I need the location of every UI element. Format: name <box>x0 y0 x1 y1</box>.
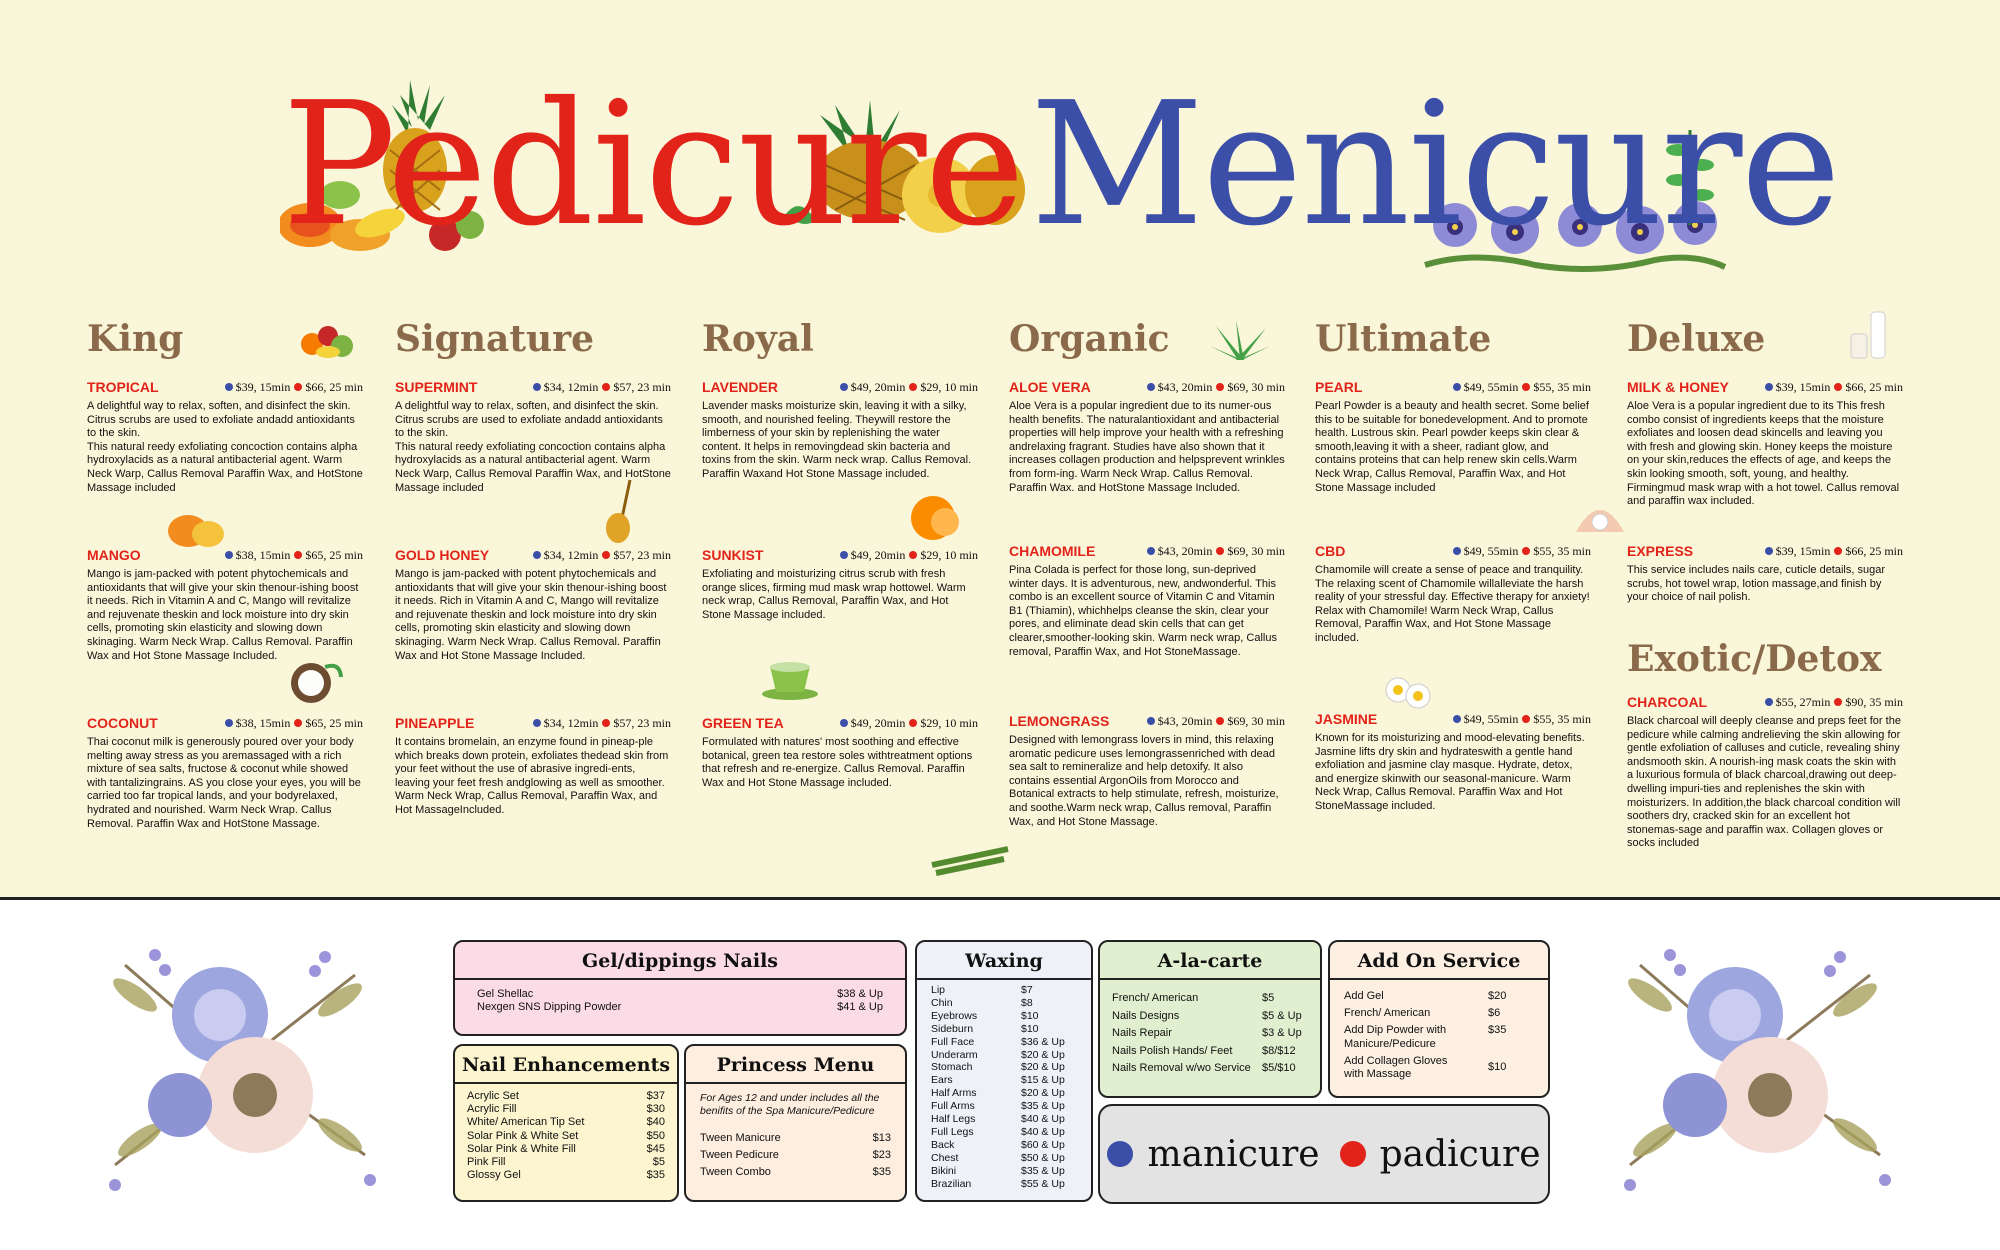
pedicure-dot-icon <box>1340 1141 1366 1167</box>
list-item: Add Gel $20 <box>1344 990 1507 1002</box>
service-name: CHARCOAL <box>1627 694 1708 710</box>
add-on-service-box <box>1328 940 1550 1098</box>
service-description: A delightful way to relax, soften, and disinfect the skin. Citrus scrubs are used to exfoliate andadd antioxidants to the skin. This natural reedy exfoliating concoction contains alpha hydroxylacids as a natural antibacterial agent. Warm Neck Warp, Callus Removal Paraffin Wax, and HotStone Massage included <box>395 400 671 494</box>
list-item: Back $60 & Up <box>931 1138 1065 1151</box>
service-name: PEARL <box>1315 379 1363 395</box>
price-list <box>1100 980 1320 1088</box>
list-item: Gel Shellac $38 & Up <box>477 988 883 1000</box>
list-item: Full Face $36 & Up <box>931 1035 1065 1048</box>
service-description: Chamomile will create a sense of peace and tranquility. The relaxing scent of Chamomile willalleviate the harsh reality of your stressful day. Effective therapy for anxiety! Relax with Chamomile! Warm Neck Wrap, Callus Removal, Paraffin Wax, and Hot Stone Massage included. <box>1315 564 1590 644</box>
list-item: Solar Pink & White Set $50 <box>467 1129 665 1142</box>
service-description: Formulated with natures' most soothing and effective botanical, green tea restore soles withtreatment options that refresh and re-energize. Callus Removal. Paraffin Wax and Hot Stone Massage included. <box>702 736 973 789</box>
column-title: Royal <box>702 318 814 360</box>
pedicure-dot-icon <box>1522 547 1530 555</box>
chamomile-icon <box>1378 668 1438 716</box>
list-item: Brazilian $55 & Up <box>931 1177 1065 1190</box>
service-name: GOLD HONEY <box>395 547 490 563</box>
service-description: Known for its moisturizing and mood-elevating benefits. Jasmine lifts dry skin and hydrateswith a gentle hand exfoliation and jasmine clay masque. Hydrate, detox, and energize skinwith our seasonal-manicure. Warm Neck Wrap, Callus Removal. Paraffin Wax and Hot StoneMassage included. <box>1315 732 1585 812</box>
service-description: Mango is jam-packed with potent phytochemicals and antioxidants that will give your skin thenour-ishing boost it needs. Rich in Vitamin A and C, Mango will revitalize and rejuvenate theskin and lock moisture into dry skin cells, promoting skin elasticity and slowing down skinaging. Warm Neck Wrap. Callus Removal. Paraffin Wax and Hot Stone Massage Included. <box>87 568 359 662</box>
list-item: Underarm $20 & Up <box>931 1048 1065 1061</box>
pedicure-dot-icon <box>909 719 917 727</box>
price-legend <box>1098 1104 1550 1204</box>
service-description: This service includes nails care, cuticle details, sugar scrubs, hot towel wrap, lotion massage,and finish by your choice of nail polish. <box>1627 564 1886 604</box>
pedicure-dot-icon <box>1834 547 1842 555</box>
manicure-dot-icon <box>1765 547 1773 555</box>
manicure-dot-icon <box>225 719 233 727</box>
pearl-shell-icon <box>1570 494 1630 540</box>
service-aloe-vera <box>1009 378 1285 495</box>
service-charcoal <box>1627 693 1903 851</box>
princess-menu-box <box>684 1044 907 1202</box>
service-jasmine <box>1315 710 1591 814</box>
floral-bouquet-left-illustration <box>85 935 395 1195</box>
column-royal <box>702 318 978 789</box>
manicure-dot-icon <box>1147 717 1155 725</box>
service-name: LEMONGRASS <box>1009 713 1110 729</box>
service-description: Pearl Powder is a beauty and health secret. Some belief this to be suitable for bonedevelopment. And to promote health. Lustrous skin. Pearl powder keeps skin clear & smooth,leaving it with a sheer, radiant glow, and contains proteins that can help renew skin cells.Warm Neck Wrap, Callus Removal, Paraffin Wax, and Hot Stone Massage included <box>1315 400 1589 494</box>
column-deluxe <box>1627 318 1903 850</box>
price-list <box>686 1084 905 1188</box>
manicure-dot-icon <box>1107 1141 1133 1167</box>
list-item: Chin $8 <box>931 996 1033 1009</box>
service-name: SUNKIST <box>702 547 764 563</box>
manicure-dot-icon <box>533 719 541 727</box>
column-title: Signature <box>395 318 595 360</box>
manicure-dot-icon <box>1147 383 1155 391</box>
list-item: White/ American Tip Set $40 <box>467 1116 665 1129</box>
service-name: CBD <box>1315 543 1346 559</box>
column-ultimate <box>1315 318 1591 812</box>
price-list <box>455 980 905 1022</box>
pedicure-dot-icon <box>1216 547 1224 555</box>
service-name: MANGO <box>87 547 141 563</box>
service-chamomile <box>1009 542 1285 659</box>
list-item: Add Collagen Gloves with Massage $10 <box>1344 1054 1507 1081</box>
exotic-detox-title: Exotic/Detox <box>1627 638 1882 680</box>
column-title: Deluxe <box>1627 318 1766 360</box>
service-price: $34, 12min $57, 23 min <box>529 548 671 563</box>
service-lavender <box>702 378 978 482</box>
service-price: $49, 55min $55, 35 min <box>1449 544 1591 559</box>
manicure-dot-icon <box>533 383 541 391</box>
service-coconut <box>87 714 363 831</box>
legend-manicure: manicure <box>1107 1134 1319 1175</box>
list-item: Glossy Gel $35 <box>467 1169 665 1182</box>
pedicure-dot-icon <box>1834 698 1842 706</box>
service-sunkist <box>702 546 978 622</box>
legend-padicure: padicure <box>1340 1134 1541 1175</box>
service-description: Aloe Vera is a popular ingredient due to its This fresh combo consist of ingredients keeps that the moisture exfoliates and loosen dead skincells and leaving you with fresh and glowing skin. Honey keeps the moisture on your skin,reduces the effects of age, and keeps the skin looking smooth, soft, young, and healthy. Firmingmud mask wrap with a hot towel. Callus removal and paraffin wax included. <box>1627 400 1900 508</box>
manicure-dot-icon <box>1453 715 1461 723</box>
manicure-dot-icon <box>225 551 233 559</box>
pedicure-dot-icon <box>602 719 610 727</box>
list-item: Eyebrows $10 <box>931 1009 1039 1022</box>
column-signature <box>395 318 671 816</box>
price-list <box>917 980 1091 1195</box>
manicure-dot-icon <box>1147 547 1155 555</box>
list-item: Ears $15 & Up <box>931 1074 1065 1087</box>
column-title: King <box>87 318 184 360</box>
service-name: LAVENDER <box>702 379 778 395</box>
green-tea-cup-icon <box>758 650 822 702</box>
list-item: Half Arms $20 & Up <box>931 1087 1065 1100</box>
a-la-carte-box <box>1098 940 1322 1098</box>
waxing-box <box>915 940 1093 1202</box>
service-express <box>1627 542 1903 605</box>
service-description: A delightful way to relax, soften, and disinfect the skin. Citrus scrubs are used to exfoliate andadd antioxidants to the skin. This natural reedy exfoliating concoction contains alpha hydroxylacids as a natural antibacterial agent. Warm Neck Warp, Callus Removal Paraffin Wax, and HotStone Massage included <box>87 400 363 494</box>
service-price: $38, 15min $65, 25 min <box>221 548 363 563</box>
nail-enhancements-box <box>453 1044 679 1202</box>
service-name: CHAMOMILE <box>1009 543 1096 559</box>
price-list <box>455 1084 677 1188</box>
pedicure-dot-icon <box>294 719 302 727</box>
service-name: TROPICAL <box>87 379 159 395</box>
list-item: Pink Fill $5 <box>467 1156 665 1169</box>
list-item: Nails Polish Hands/ Feet $8/$12 <box>1112 1044 1296 1057</box>
service-green-tea <box>702 714 978 790</box>
column-title: Organic <box>1009 318 1170 360</box>
pedicure-dot-icon <box>1216 383 1224 391</box>
list-item: French/ American $5 <box>1112 992 1275 1004</box>
service-price: $43, 20min $69, 30 min <box>1143 714 1285 729</box>
menicure-title: Menicure <box>1030 66 1840 264</box>
list-item: Nails Repair $3 & Up <box>1112 1027 1302 1039</box>
service-price: $39, 15min $66, 25 min <box>221 380 363 395</box>
orange-icon <box>905 488 965 544</box>
service-price: $39, 15min $66, 25 min <box>1761 380 1903 395</box>
price-list <box>1330 980 1548 1091</box>
list-item: Nails Removal w/wo Service $5/$10 <box>1112 1062 1296 1074</box>
list-item: Chest $50 & Up <box>931 1151 1065 1164</box>
service-price: $49, 20min $29, 10 min <box>836 548 978 563</box>
box-title: Princess Menu <box>686 1046 905 1084</box>
list-item: French/ American $6 <box>1344 1007 1501 1020</box>
manicure-dot-icon <box>225 383 233 391</box>
list-item: Full Arms $35 & Up <box>931 1100 1065 1113</box>
pedicure-dot-icon <box>1216 717 1224 725</box>
box-title: A-la-carte <box>1100 942 1320 980</box>
service-mango <box>87 546 363 663</box>
manicure-dot-icon <box>1765 383 1773 391</box>
list-item: Tween Pedicure $23 <box>700 1149 891 1162</box>
manicure-dot-icon <box>1765 698 1773 706</box>
service-price: $49, 20min $29, 10 min <box>836 716 978 731</box>
pedicure-title: Pedicure <box>282 66 1024 264</box>
pedicure-dot-icon <box>602 383 610 391</box>
service-description: Black charcoal will deeply cleanse and preps feet for the pedicure while calming andrelieving the skin allowing for gentle exfoliation of calluses and cuticle, revealing shiny andsmooth skin. A nourish-ing mask coats the skin with a luxurious formula of black charcoal,drawing out deep-dwelling impuri-ties and replenishes the skin with moisturizers. In addition,the black charcoal condition will soothers dry, cracked skin for an excellent hot stonemas-sage and paraffin wax. Collagen gloves or socks included <box>1627 715 1901 850</box>
service-price: $34, 12min $57, 23 min <box>529 716 671 731</box>
list-item: Solar Pink & White Fill $45 <box>467 1142 665 1155</box>
list-item: Nails Designs $5 & Up <box>1112 1009 1302 1022</box>
service-price: $39, 15min $66, 25 min <box>1761 544 1903 559</box>
pedicure-dot-icon <box>294 383 302 391</box>
floral-bouquet-right-illustration <box>1600 935 1910 1195</box>
service-name: ALOE VERA <box>1009 379 1091 395</box>
princess-note: For Ages 12 and under includes all the benifits of the Spa Manicure/Pedicure <box>700 1092 880 1117</box>
list-item: Acrylic Set $37 <box>467 1090 665 1102</box>
box-title: Nail Enhancements <box>455 1046 677 1084</box>
service-name: EXPRESS <box>1627 543 1694 559</box>
gel-dipping-nails-box <box>453 940 907 1036</box>
service-price: $49, 20min $29, 10 min <box>836 380 978 395</box>
list-item: Nexgen SNS Dipping Powder $41 & Up <box>477 1001 883 1014</box>
pedicure-dot-icon <box>294 551 302 559</box>
service-gold-honey <box>395 546 671 663</box>
pedicure-dot-icon <box>909 551 917 559</box>
box-title: Waxing <box>917 942 1091 980</box>
service-lemongrass <box>1009 712 1285 829</box>
service-price: $38, 15min $65, 25 min <box>221 716 363 731</box>
service-description: Exfoliating and moisturizing citrus scrub with fresh orange slices, firming mud mask wrap hottowel. Warm neck wrap, Callus Removal, Paraffin Wax, and Hot Stone Massage included. <box>702 568 966 621</box>
service-description: Lavender masks moisturize skin, leaving it with a silky, smooth, and nourished feeling. Theywill restore the limberness of your skin by replenishing the water content. It helps in removingdead skin bacteria and toxins from the skin. Warm neck wrap. Callus Removal. Paraffin Waxand Hot Stone Massage included. <box>702 400 972 480</box>
list-item: Half Legs $40 & Up <box>931 1113 1065 1126</box>
service-pineapple <box>395 714 671 818</box>
list-item: Tween Combo $35 <box>700 1166 891 1179</box>
manicure-dot-icon <box>1453 547 1461 555</box>
service-name: GREEN TEA <box>702 715 784 731</box>
service-supermint <box>395 378 671 495</box>
pedicure-dot-icon <box>1522 715 1530 723</box>
manicure-dot-icon <box>840 383 848 391</box>
list-item: Acrylic Fill $30 <box>467 1103 665 1116</box>
coconut-icon <box>285 657 343 705</box>
service-description: Aloe Vera is a popular ingredient due to its numer-ous health benefits. The naturalantioxidant and antibacterial properties will help improve your health with a refreshing andrelaxing fragrant. Studies have also shown that it increases collagen production and helpsprevent wrinkles from form-ing. Warm Neck Wrap. Callus Removal. Paraffin Wax. and HotStone Massage Included. <box>1009 400 1285 494</box>
service-name: SUPERMINT <box>395 379 478 395</box>
service-price: $55, 27min $90, 35 min <box>1761 695 1903 710</box>
service-price: $43, 20min $69, 30 min <box>1143 544 1285 559</box>
service-description: It contains bromelain, an enzyme found in pineap-ple which breaks down protein, exfoliates thedead skin from your feet without the use of abrasive ingredi-ents, leaving your feet fresh andglowing as well as smoother. Warm Neck Wrap, Callus Removal, Paraffin Wax, and Hot MassageIncluded. <box>395 736 669 816</box>
manicure-dot-icon <box>840 719 848 727</box>
service-description: Mango is jam-packed with potent phytochemicals and antioxidants that will give your skin thenour-ishing boost it needs. Rich in Vitamin A and C, Mango will revitalize and rejuvenate theskin and lock moisture into dry skin cells, promoting skin elasticity and slowing down skinaging. Warm Neck Wrap. Callus Removal. Paraffin Wax and Hot Stone Massage Included. <box>395 568 667 662</box>
lemongrass-icon <box>928 835 1012 879</box>
column-king <box>87 318 363 830</box>
column-organic <box>1009 318 1285 828</box>
box-title: Add On Service <box>1330 942 1548 980</box>
manicure-dot-icon <box>1453 383 1461 391</box>
service-description: Pina Colada is perfect for those long, sun-deprived winter days. It is adventurous, new, andwonderful. This combo is an excellent source of Vitamin C and Vitamin B1 (Thiamin), whichhelps cleanse the skin, clear your pores, and eliminate dead skin cells that can get clearer,smoother-looking skin. Warm neck wrap, Callus removal, Paraffin Wax, and Hot StoneMassage. <box>1009 564 1277 658</box>
service-name: MILK & HONEY <box>1627 379 1729 395</box>
service-description: Thai coconut milk is generously poured over your body melting away stress as you aremassaged with a rich mixture of sea salts, fructose & coconut while showed with tantalizingrains. AS you close your eyes, you will be carried too far tropical lands, and your bodyrelaxed, hydrated and nourished. Warm Neck Wrap. Callus Removal. Paraffin Wax and HotStone Massage. <box>87 736 361 830</box>
manicure-dot-icon <box>840 551 848 559</box>
service-name: PINEAPPLE <box>395 715 475 731</box>
service-name: JASMINE <box>1315 711 1378 727</box>
list-item: Bikini $35 & Up <box>931 1164 1065 1177</box>
list-item: Tween Manicure $13 <box>700 1132 891 1144</box>
box-title: Gel/dippings Nails <box>455 942 905 980</box>
service-name: COCONUT <box>87 715 158 731</box>
service-cbd <box>1315 542 1591 646</box>
pedicure-dot-icon <box>909 383 917 391</box>
list-item: Full Legs $40 & Up <box>931 1125 1065 1138</box>
service-price: $43, 20min $69, 30 min <box>1143 380 1285 395</box>
service-price: $34, 12min $57, 23 min <box>529 380 671 395</box>
service-tropical <box>87 378 363 495</box>
section-divider <box>0 897 2000 900</box>
service-price: $49, 55min $55, 35 min <box>1449 380 1591 395</box>
service-price: $49, 55min $55, 35 min <box>1449 712 1591 727</box>
service-description: Designed with lemongrass lovers in mind, this relaxing aromatic pedicure uses lemongrassenriched with dead sea salt to remineralize and help detoxify. It also contains essential ArgonOils from Morocco and Botanical extracts to help stimulate, refresh, moisturize, and soothe.Warm neck wrap, Callus removal, Paraffin Wax, and Hot Stone Massage. <box>1009 734 1279 828</box>
list-item: Lip $7 <box>931 984 1033 996</box>
service-milk-honey <box>1627 378 1903 509</box>
service-pearl <box>1315 378 1591 495</box>
pedicure-dot-icon <box>602 551 610 559</box>
manicure-dot-icon <box>533 551 541 559</box>
pedicure-dot-icon <box>1834 383 1842 391</box>
list-item: Sideburn $10 <box>931 1022 1039 1035</box>
list-item: Add Dip Powder with Manicure/Pedicure $35 <box>1344 1024 1507 1050</box>
pedicure-dot-icon <box>1522 383 1530 391</box>
column-title: Ultimate <box>1315 318 1492 360</box>
list-item: Stomach $20 & Up <box>931 1061 1065 1074</box>
